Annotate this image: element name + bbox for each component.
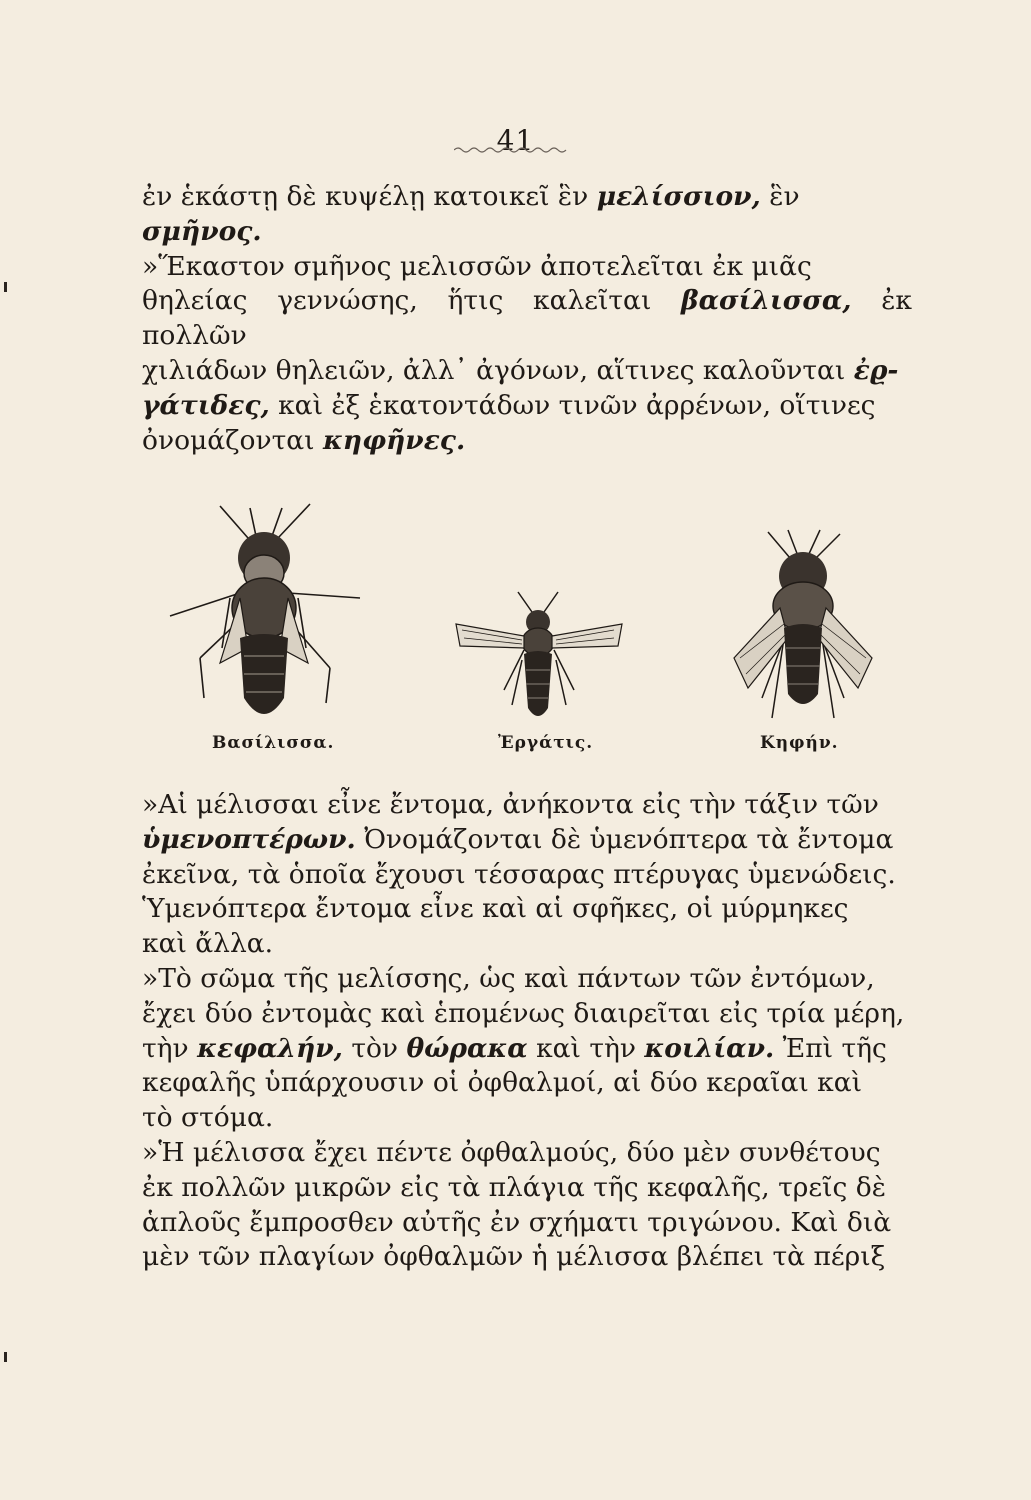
worker-bee-illustration (452, 590, 627, 725)
text-line (142, 1032, 912, 1067)
bold-term: κεφαλήν, (197, 1032, 343, 1064)
text-span: ἐν ἑκάστῃ δὲ κυψέλῃ κατοικεῖ ἓν (142, 181, 597, 212)
text-span: Ὀνομάζονται δὲ ὑμενόπτερα τὰ ἔντομα (355, 823, 894, 855)
text-line: Ὑμενόπτερα ἔντομα εἶνε καὶ αἱ σφῆκες, οἱ μύρμηκες (142, 893, 849, 925)
text-span: Ἐπὶ τῆς (774, 1032, 887, 1064)
text-line: »Αἱ μέλισσαι εἶνε ἔντομα, ἀνήκοντα εἰς τὴν τάξιν τῶν (142, 789, 879, 820)
text-span: ἓν (760, 181, 800, 212)
text-span: τὸν (342, 1032, 407, 1064)
text-line: καὶ ἄλλα. (142, 928, 274, 960)
text-span: τὴν (142, 1032, 198, 1064)
text-line: »Τὸ σῶμα τῆς μελίσσης, ὡς καὶ πάντων τῶν ἐντόμων, (142, 962, 875, 994)
drone-bee-illustration (728, 528, 878, 728)
bold-term: κοιλίαν. (644, 1032, 775, 1064)
bold-term: μελίσσιον, (596, 181, 761, 212)
text-line: ἐκεῖνα, τὰ ὁποῖα ἔχουσι τέσσαρας πτέρυγας ὑμενώδεις. (142, 858, 896, 890)
worker-caption: Ἐργάτις. (498, 733, 594, 753)
text-line: ἔχει δύο ἐντομὰς καὶ ἑπομένως διαιρεῖται εἰς τρία μέρη, (142, 997, 905, 1029)
drone-caption: Κηφήν. (760, 733, 839, 753)
text-block-top (142, 180, 912, 458)
text-line: τὸ στόμα. (142, 1102, 274, 1134)
margin-speck (4, 282, 7, 292)
margin-speck (4, 1352, 7, 1362)
text-line (142, 284, 912, 354)
page-number: 41 (496, 124, 535, 157)
text-line (142, 823, 912, 858)
text-span: ὀνομάζονται (142, 424, 323, 456)
text-line (142, 215, 912, 250)
text-line: κεφαλῆς ὑπάρχουσιν οἱ ὀφθαλμοί, αἱ δύο κεραῖαι καὶ (142, 1067, 863, 1099)
queen-bee-illustration (160, 498, 370, 728)
bold-term: ἐϱ- (853, 354, 899, 386)
text-line: ἐκ πολλῶν μικρῶν εἰς τὰ πλάγια τῆς κεφαλῆς, τρεῖς δὲ (142, 1171, 886, 1203)
text-line: »Ἡ μέλισσα ἔχει πέντε ὀφθαλμούς, δύο μὲν συνθέτους (142, 1136, 881, 1168)
text-block-bottom (142, 788, 912, 1275)
text-line: μὲν τῶν πλαγίων ὀφθαλμῶν ἡ μέλισσα βλέπει τὰ πέριξ (142, 1241, 886, 1273)
text-line: »Ἕκαστον σμῆνος μελισσῶν ἀποτελεῖται ἐκ μιᾶς (142, 250, 812, 282)
text-line (142, 180, 912, 215)
page-number-ornament (454, 146, 570, 154)
text-span: θηλείας γεννώσης, ἥτις καλεῖται (142, 285, 682, 317)
text-line (142, 389, 912, 424)
text-span: καὶ τὴν (527, 1032, 645, 1064)
queen-caption: Βασίλισσα. (212, 733, 335, 753)
text-line (142, 354, 912, 389)
text-span: χιλιάδων θηλειῶν, ἀλλ᾽ ἀγόνων, αἵτινες καλοῦνται (142, 354, 854, 386)
bold-term: βασίλισσα, (681, 285, 852, 317)
text-span: καὶ ἐξ ἑκατοντάδων τινῶν ἀρρένων, οἵτινες (269, 389, 876, 421)
bold-term: κηφῆνες. (322, 424, 466, 456)
bold-term: σμῆνος. (142, 215, 262, 247)
bold-term: γάτιδες, (142, 389, 270, 421)
text-line: ἁπλοῦς ἔμπροσθεν αὐτῆς ἐν σχήματι τριγώνου. Καὶ διὰ (142, 1206, 892, 1238)
text-line (142, 424, 912, 459)
bold-term: θώρακα (406, 1032, 528, 1064)
text-span: ἐκ πολλῶν (142, 285, 912, 352)
bold-term: ὑμενοπτέρων. (142, 823, 356, 855)
